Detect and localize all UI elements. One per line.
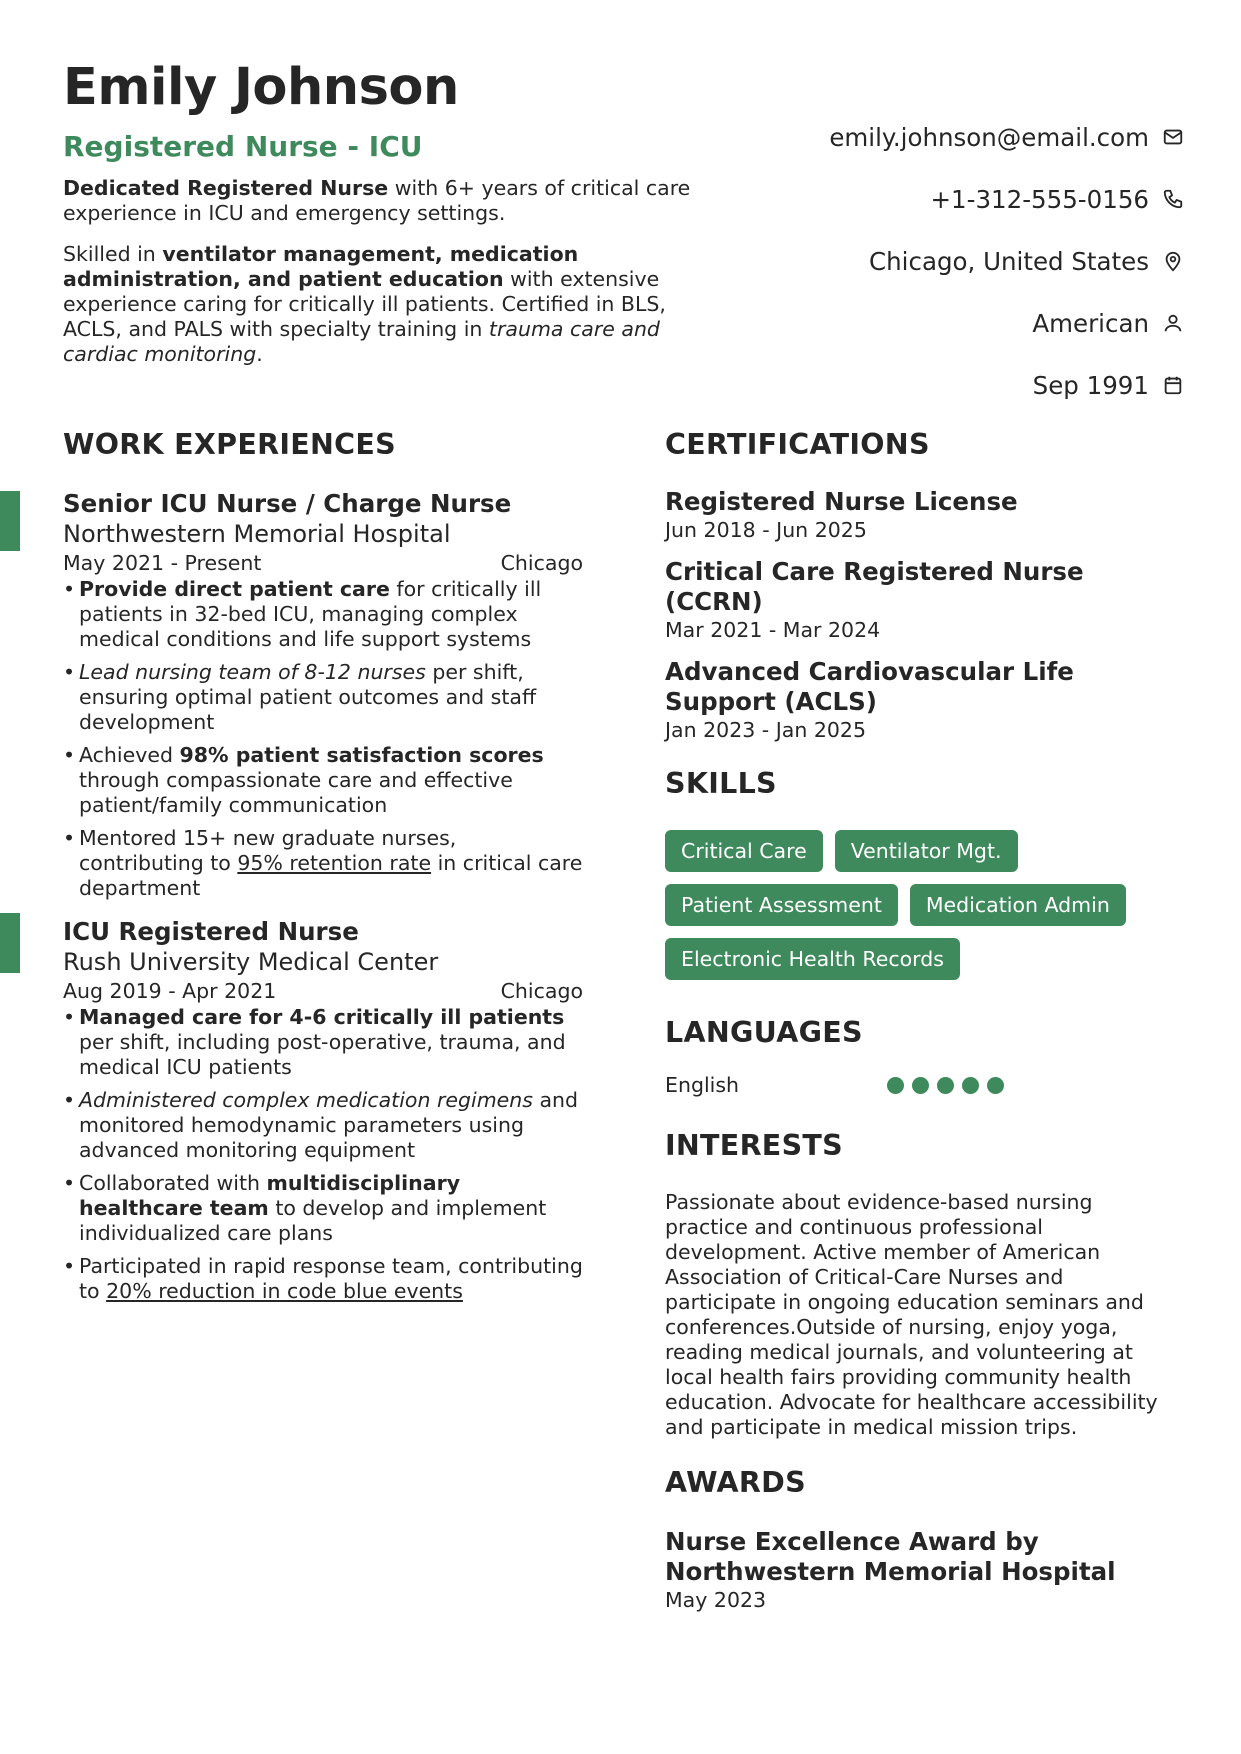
job-dates: May 2021 - Present <box>63 551 262 575</box>
awards-section-title: AWARDS <box>665 1466 806 1499</box>
location-pin-icon <box>1161 249 1185 273</box>
language-row <box>665 1073 1185 1097</box>
job-bullet: • Provide direct patient care for critically ill patients in 32-bed ICU, managing complex medical conditions and life support systems <box>63 577 583 652</box>
job-bullet: • Lead nursing team of 8-12 nurses per shift, ensuring optimal patient outcomes and staff development <box>63 660 583 735</box>
job-bullet: • Achieved 98% patient satisfaction scores through compassionate care and effective patient/family communication <box>63 743 583 818</box>
skill-tag: Ventilator Mgt. <box>835 830 1018 872</box>
job-bullet: • Collaborated with multidisciplinary healthcare team to develop and implement individualized care plans <box>63 1171 583 1246</box>
interests-text: Passionate about evidence-based nursing practice and continuous professional development. Active member of American Association of Critical-Care Nurses and participate in ongoing education seminars and conferences.Outside of nursing, enjoy yoga, reading medical journals, and volunteering at local health fairs providing community health education. Advocate for healthcare accessibility and participate in medical mission trips. <box>665 1190 1158 1439</box>
job-entry <box>63 489 583 901</box>
job-marker <box>0 913 20 973</box>
calendar-icon <box>1161 373 1185 397</box>
skills-section-title: SKILLS <box>665 767 777 800</box>
contact-email[interactable] <box>725 119 1185 155</box>
job-company: Rush University Medical Center <box>63 948 439 976</box>
summary-paragraph-1: Dedicated Registered Nurse with 6+ years of critical care experience in ICU and emergency settings. <box>63 176 691 225</box>
contact-birthdate <box>725 367 1185 403</box>
job-bullet: • Participated in rapid response team, contributing to 20% reduction in code blue events <box>63 1254 583 1304</box>
language-level-dot <box>912 1077 929 1094</box>
certification-item <box>665 657 1185 743</box>
job-bullet: • Administered complex medication regimens and monitored hemodynamic parameters using advanced monitoring equipment <box>63 1088 583 1163</box>
candidate-name: Emily Johnson <box>63 58 459 117</box>
job-bullets <box>63 577 583 901</box>
job-company: Northwestern Memorial Hospital <box>63 520 451 548</box>
certification-item <box>665 557 1185 643</box>
mail-icon <box>1161 125 1185 149</box>
nationality-text: American <box>1032 308 1149 338</box>
phone-icon <box>1161 187 1185 211</box>
job-meta <box>63 977 583 1005</box>
interests-section-title: INTERESTS <box>665 1129 843 1162</box>
work-section-title: WORK EXPERIENCES <box>63 428 396 461</box>
skill-tag: Electronic Health Records <box>665 938 960 980</box>
job-location: Chicago <box>500 979 583 1003</box>
job-location: Chicago <box>500 551 583 575</box>
certification-title: Critical Care Registered Nurse (CCRN) <box>665 557 1084 616</box>
skills-list <box>665 830 1165 992</box>
person-icon <box>1161 311 1185 335</box>
contact-list <box>725 119 1185 429</box>
left-column <box>63 428 583 1312</box>
award-item <box>665 1527 1185 1613</box>
job-bullets <box>63 1005 583 1304</box>
job-title: ICU Registered Nurse <box>63 917 359 946</box>
job-entry <box>63 917 583 1304</box>
skill-tag: Medication Admin <box>910 884 1126 926</box>
skill-tag: Patient Assessment <box>665 884 898 926</box>
language-level-dot <box>887 1077 904 1094</box>
candidate-role: Registered Nurse - ICU <box>63 130 423 163</box>
phone-text: +1-312-555-0156 <box>930 184 1149 214</box>
birthdate-text: Sep 1991 <box>1032 370 1149 400</box>
summary <box>63 176 693 383</box>
certification-item <box>665 487 1185 543</box>
job-bullet: • Mentored 15+ new graduate nurses, contributing to 95% retention rate in critical care department <box>63 826 583 901</box>
contact-location <box>725 243 1185 279</box>
language-level-dot <box>987 1077 1004 1094</box>
right-column <box>665 428 1185 1613</box>
certification-list <box>665 487 1185 743</box>
contact-nationality <box>725 305 1185 341</box>
job-marker <box>0 491 20 551</box>
certification-title: Registered Nurse License <box>665 487 1018 516</box>
email-text: emily.johnson@email.com <box>829 122 1149 152</box>
job-title: Senior ICU Nurse / Charge Nurse <box>63 489 512 518</box>
job-dates: Aug 2019 - Apr 2021 <box>63 979 277 1003</box>
skill-tag: Critical Care <box>665 830 823 872</box>
award-title: Nurse Excellence Award by Northwestern Memorial Hospital <box>665 1527 1116 1586</box>
language-level-dot <box>937 1077 954 1094</box>
contact-phone[interactable] <box>725 181 1185 217</box>
job-meta <box>63 549 583 577</box>
location-text: Chicago, United States <box>869 246 1149 276</box>
language-level-dots <box>887 1077 1012 1094</box>
language-name: English <box>665 1073 740 1097</box>
certifications-section-title: CERTIFICATIONS <box>665 428 930 461</box>
certification-dates: Jun 2018 - Jun 2025 <box>665 518 867 542</box>
certification-title: Advanced Cardiovascular Life Support (ACLS) <box>665 657 1074 716</box>
language-level-dot <box>962 1077 979 1094</box>
languages-section-title: LANGUAGES <box>665 1016 863 1049</box>
certification-dates: Mar 2021 - Mar 2024 <box>665 618 881 642</box>
certification-dates: Jan 2023 - Jan 2025 <box>665 718 867 742</box>
award-date: May 2023 <box>665 1588 767 1612</box>
job-bullet: • Managed care for 4-6 critically ill patients per shift, including post-operative, trauma, and medical ICU patients <box>63 1005 583 1080</box>
summary-paragraph-2: Skilled in ventilator management, medication administration, and patient education with extensive experience caring for critically ill patients. Certified in BLS, ACLS, and PALS with specialty training in trauma care and cardiac monitoring. <box>63 242 666 366</box>
